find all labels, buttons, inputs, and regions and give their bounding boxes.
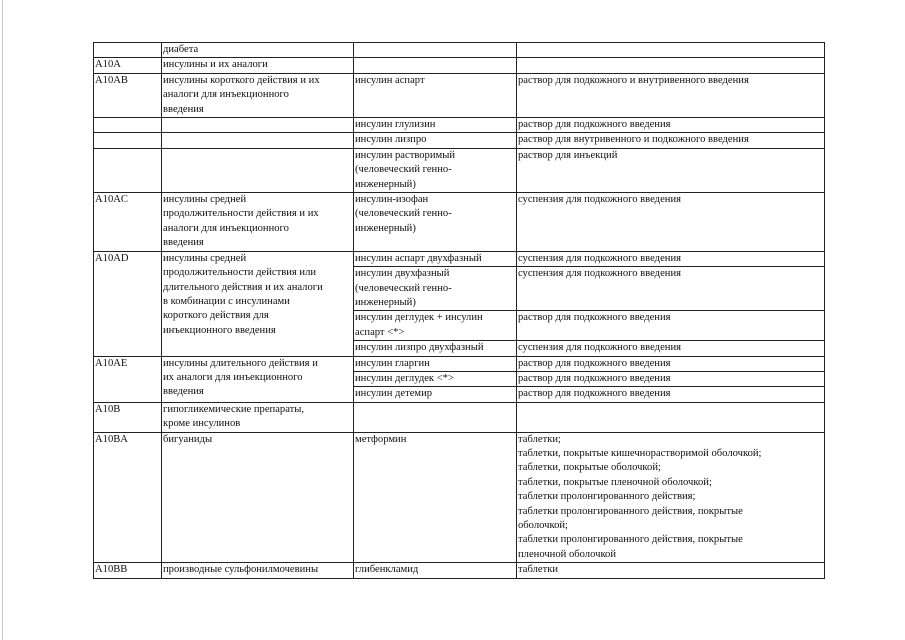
drug-name-cell: инсулин детемир	[354, 387, 517, 402]
atc-code-cell: A10AC	[94, 193, 162, 252]
drug-name-cell: инсулин лизпро	[354, 133, 517, 148]
dosage-form-cell: раствор для подкожного введения	[517, 387, 825, 402]
group-cell	[162, 133, 354, 148]
page-edge-line	[2, 0, 3, 640]
atc-code-cell	[94, 43, 162, 58]
table-row	[94, 356, 825, 371]
atc-code-cell: A10AE	[94, 356, 162, 402]
drug-name-cell: инсулин-изофан (человеческий генно- инженерный)	[354, 193, 517, 252]
table-row	[94, 432, 825, 563]
drug-name-cell: инсулин аспарт двухфазный	[354, 251, 517, 266]
drug-name-cell	[354, 58, 517, 73]
group-cell: инсулины короткого действия и их аналоги для инъекционного введения	[162, 73, 354, 117]
drug-table	[93, 42, 825, 579]
atc-code-cell: A10B	[94, 402, 162, 432]
table-row	[94, 58, 825, 73]
dosage-form-cell: раствор для подкожного введения	[517, 311, 825, 341]
dosage-form-cell: раствор для подкожного введения	[517, 356, 825, 371]
dosage-form-cell	[517, 43, 825, 58]
group-cell: бигуаниды	[162, 432, 354, 563]
atc-code-cell	[94, 148, 162, 192]
dosage-form-cell: раствор для подкожного введения	[517, 371, 825, 386]
group-cell: гипогликемические препараты, кроме инсулинов	[162, 402, 354, 432]
group-cell	[162, 148, 354, 192]
drug-name-cell: инсулин растворимый (человеческий генно- инженерный)	[354, 148, 517, 192]
atc-code-cell: A10AD	[94, 251, 162, 356]
table-row	[94, 251, 825, 266]
dosage-form-cell: суспензия для подкожного введения	[517, 193, 825, 252]
drug-name-cell: инсулин деглудек <*>	[354, 371, 517, 386]
table-row	[94, 73, 825, 117]
drug-name-cell	[354, 402, 517, 432]
group-cell: производные сульфонилмочевины	[162, 563, 354, 578]
drug-name-cell: инсулин двухфазный (человеческий генно- инженерный)	[354, 267, 517, 311]
atc-code-cell: A10A	[94, 58, 162, 73]
atc-code-cell: A10AB	[94, 73, 162, 117]
group-cell: инсулины средней продолжительности действия или длительного действия и их аналоги в комбинации с инсулинами короткого действия для инъекционного введения	[162, 251, 354, 356]
dosage-form-cell: суспензия для подкожного введения	[517, 267, 825, 311]
table-row	[94, 563, 825, 578]
dosage-form-cell: раствор для подкожного введения	[517, 118, 825, 133]
drug-name-cell: инсулин деглудек + инсулин аспарт <*>	[354, 311, 517, 341]
dosage-form-cell: раствор для внутривенного и подкожного введения	[517, 133, 825, 148]
dosage-form-cell: суспензия для подкожного введения	[517, 341, 825, 356]
dosage-form-cell: суспензия для подкожного введения	[517, 251, 825, 266]
drug-name-cell: инсулин гларгин	[354, 356, 517, 371]
drug-name-cell	[354, 43, 517, 58]
group-cell	[162, 118, 354, 133]
group-cell: инсулины длительного действия и их аналоги для инъекционного введения	[162, 356, 354, 402]
drug-name-cell: глибенкламид	[354, 563, 517, 578]
dosage-form-cell: таблетки; таблетки, покрытые кишечнорастворимой оболочкой; таблетки, покрытые оболочкой; таблетки, покрытые пленочной оболочкой; таблетки пролонгированного действия; таблетки пролонгированного действия, покрытые оболочкой; таблетки пролонгированного действия, покрытые пленочной оболочкой	[517, 432, 825, 563]
drug-name-cell: инсулин глулизин	[354, 118, 517, 133]
table-row	[94, 148, 825, 192]
atc-code-cell	[94, 133, 162, 148]
table-row	[94, 402, 825, 432]
group-cell: диабета	[162, 43, 354, 58]
drug-name-cell: инсулин лизпро двухфазный	[354, 341, 517, 356]
table-row	[94, 43, 825, 58]
table-row	[94, 133, 825, 148]
group-cell: инсулины средней продолжительности действия и их аналоги для инъекционного введения	[162, 193, 354, 252]
dosage-form-cell	[517, 402, 825, 432]
dosage-form-cell: таблетки	[517, 563, 825, 578]
dosage-form-cell: раствор для инъекций	[517, 148, 825, 192]
table-row	[94, 118, 825, 133]
atc-code-cell: A10BA	[94, 432, 162, 563]
dosage-form-cell: раствор для подкожного и внутривенного введения	[517, 73, 825, 117]
drug-name-cell: метформин	[354, 432, 517, 563]
dosage-form-cell	[517, 58, 825, 73]
atc-code-cell	[94, 118, 162, 133]
atc-code-cell: A10BB	[94, 563, 162, 578]
table-row	[94, 193, 825, 252]
drug-name-cell: инсулин аспарт	[354, 73, 517, 117]
group-cell: инсулины и их аналоги	[162, 58, 354, 73]
